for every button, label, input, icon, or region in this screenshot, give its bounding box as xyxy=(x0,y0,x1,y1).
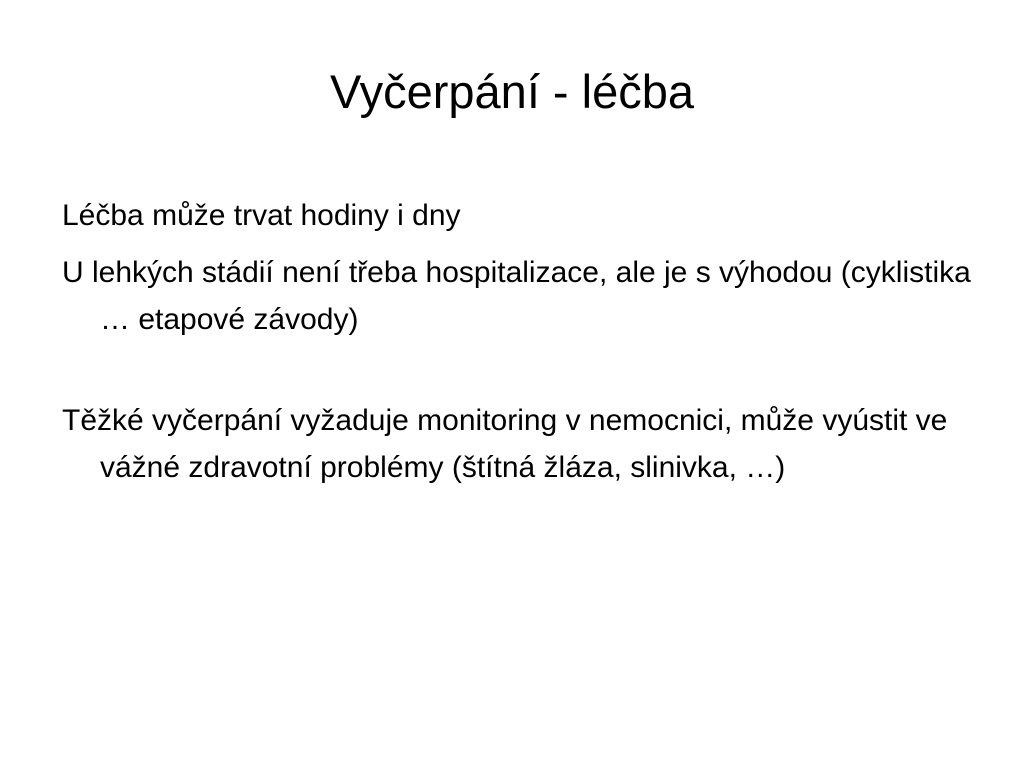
bullet-item-severe-exhaustion: Těžké vyčerpání vyžaduje monitoring v nemocnici, může vyústit ve vážné zdravotní problémy (štítná žláza, slinivka, …) xyxy=(62,404,948,484)
slide-title: Vyčerpání - léčba xyxy=(330,65,694,118)
bullet-item-light-stages: U lehkých stádií není třeba hospitalizace, ale je s výhodou (cyklistika … etapové závody) xyxy=(62,256,971,336)
bullet-item-treatment-duration: Léčba může trvat hodiny i dny xyxy=(62,199,461,232)
slide-body xyxy=(62,192,972,501)
